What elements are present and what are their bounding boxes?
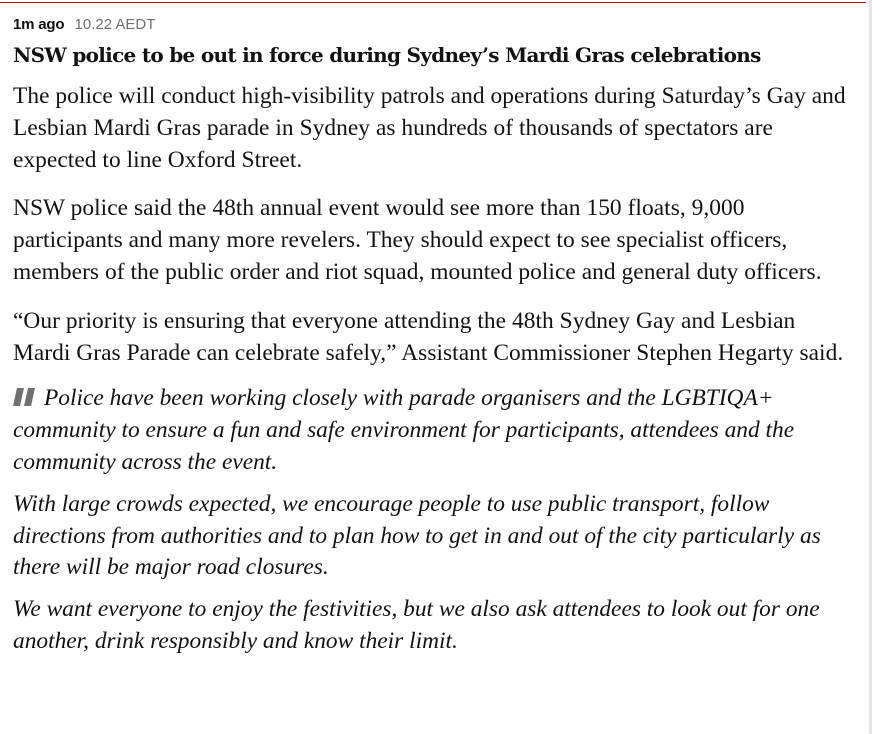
relative-time[interactable]: 1m ago [13,16,65,33]
body-paragraph: NSW police said the 48th annual event would see more than 150 floats, 9,000 participants and many more revelers. They should expect to see specialist officers, members of the public order and riot squad, mounted police and general duty officers. [13,195,822,285]
block-quote [13,383,848,657]
quote-icon [13,388,39,406]
timestamp: 10.22 AEDT [74,16,156,33]
quote-paragraph [13,383,848,478]
quote-text: Police have been working closely with parade organisers and the LGBTIQA+ community to ensure a fun and safe environment for participants, attendees and the community across the event. [13,385,795,475]
post-meta [13,0,848,35]
quote-paragraph: We want everyone to enjoy the festivities, but we also ask attendees to look out for one another, drink responsibly and know their limit. [13,596,820,654]
quote-paragraph: With large crowds expected, we encourage people to use public transport, follow directions from authorities and to plan how to get in and out of the city particularly as there will be major road closures. [13,490,821,581]
body-paragraph: “Our priority is ensuring that everyone attending the 48th Sydney Gay and Lesbian Mardi Gras Parade can celebrate safely,” Assistant Commissioner Stephen Hegarty said. [13,307,844,366]
top-divider [0,2,866,3]
body-paragraph: The police will conduct high-visibility patrols and operations during Saturday’s Gay and Lesbian Mardi Gras parade in Sydney as hundreds of thousands of spectators are expected to line Oxford Street. [13,83,846,173]
post-headline: NSW police to be out in force during Sydney’s Mardi Gras celebrations [13,43,761,67]
